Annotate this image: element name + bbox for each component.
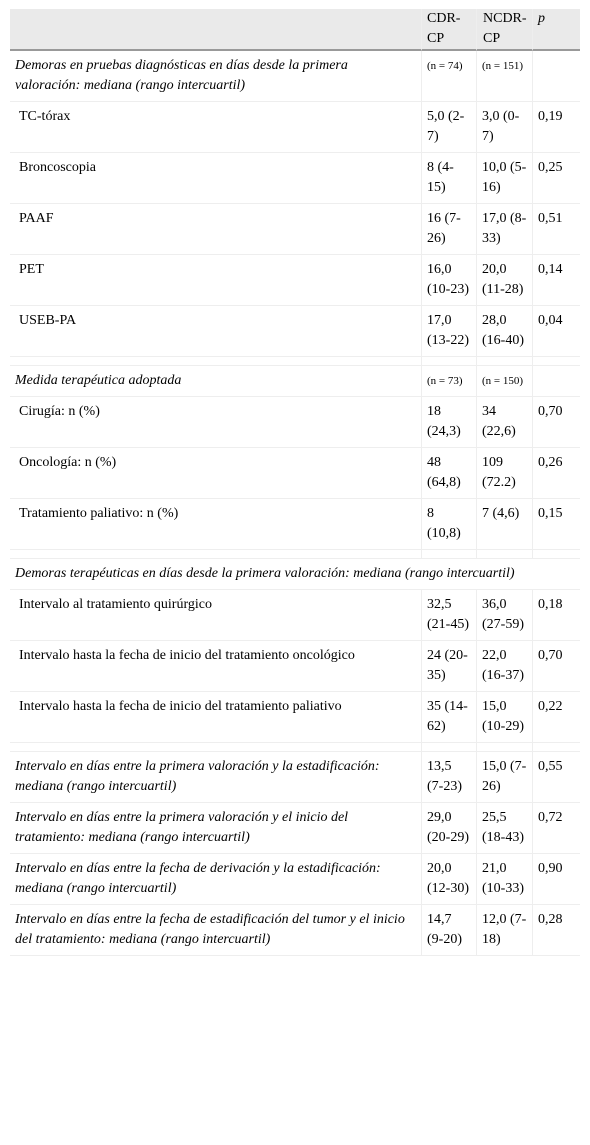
row-p: 0,70 [532, 641, 580, 692]
section-title: Demoras terapéuticas en días desde la primera valoración: mediana (rango intercuartil) [10, 559, 580, 590]
row-cdr: 48 (64,8) [421, 448, 476, 499]
section-p-empty [532, 51, 580, 102]
header-ncdr-cp: NCDR-CP [476, 9, 532, 51]
table-row [10, 590, 580, 641]
interval-cdr: 29,0 (20-29) [421, 803, 476, 854]
interval-cdr: 13,5 (7-23) [421, 752, 476, 803]
section-title: Demoras en pruebas diagnósticas en días desde la primera valoración: mediana (rango intercuartil) [10, 51, 421, 102]
comparison-table [10, 9, 580, 956]
section-n-ncdr: (n = 150) [476, 366, 532, 397]
interval-p: 0,90 [532, 854, 580, 905]
row-p: 0,18 [532, 590, 580, 641]
row-p: 0,70 [532, 397, 580, 448]
interval-ncdr: 21,0 (10-33) [476, 854, 532, 905]
row-ncdr: 7 (4,6) [476, 499, 532, 550]
row-p: 0,51 [532, 204, 580, 255]
interval-cdr: 14,7 (9-20) [421, 905, 476, 956]
section-n-cdr: (n = 73) [421, 366, 476, 397]
row-cdr: 16 (7-26) [421, 204, 476, 255]
row-ncdr: 20,0 (11-28) [476, 255, 532, 306]
row-p: 0,14 [532, 255, 580, 306]
section-title: Medida terapéutica adoptada [10, 366, 421, 397]
row-p: 0,15 [532, 499, 580, 550]
row-cdr: 5,0 (2-7) [421, 102, 476, 153]
row-ncdr: 22,0 (16-37) [476, 641, 532, 692]
row-p: 0,22 [532, 692, 580, 743]
section-p-empty [532, 366, 580, 397]
table-row [10, 397, 580, 448]
table-row [10, 204, 580, 255]
row-ncdr: 34 (22,6) [476, 397, 532, 448]
header-empty [10, 9, 421, 51]
table-row [10, 692, 580, 743]
row-p: 0,25 [532, 153, 580, 204]
header-p: p [532, 9, 580, 51]
row-label: TC-tórax [10, 102, 421, 153]
row-label: Broncoscopia [10, 153, 421, 204]
spacer-row [10, 743, 580, 752]
row-cdr: 24 (20-35) [421, 641, 476, 692]
row-label: Tratamiento paliativo: n (%) [10, 499, 421, 550]
section-row [10, 559, 580, 590]
table-row [10, 102, 580, 153]
interval-ncdr: 25,5 (18-43) [476, 803, 532, 854]
header-row [10, 9, 580, 51]
table-row [10, 905, 580, 956]
row-ncdr: 109 (72.2) [476, 448, 532, 499]
row-p: 0,19 [532, 102, 580, 153]
row-label: Intervalo hasta la fecha de inicio del tratamiento oncológico [10, 641, 421, 692]
row-label: Intervalo hasta la fecha de inicio del tratamiento paliativo [10, 692, 421, 743]
interval-label: Intervalo en días entre la fecha de derivación y la estadificación: mediana (rango intercuartil) [10, 854, 421, 905]
interval-ncdr: 15,0 (7-26) [476, 752, 532, 803]
section-row [10, 51, 580, 102]
interval-label: Intervalo en días entre la primera valoración y el inicio del tratamiento: mediana (rango intercuartil) [10, 803, 421, 854]
row-ncdr: 10,0 (5-16) [476, 153, 532, 204]
table-row [10, 641, 580, 692]
spacer-row [10, 550, 580, 559]
row-label: PET [10, 255, 421, 306]
row-cdr: 32,5 (21-45) [421, 590, 476, 641]
row-ncdr: 15,0 (10-29) [476, 692, 532, 743]
table-row [10, 306, 580, 357]
table-row [10, 153, 580, 204]
row-cdr: 8 (4-15) [421, 153, 476, 204]
interval-p: 0,28 [532, 905, 580, 956]
section-n-ncdr: (n = 151) [476, 51, 532, 102]
table-row [10, 803, 580, 854]
spacer-row [10, 357, 580, 366]
section-n-cdr: (n = 74) [421, 51, 476, 102]
interval-label: Intervalo en días entre la fecha de estadificación del tumor y el inicio del tratamiento: mediana (rango intercuartil) [10, 905, 421, 956]
interval-p: 0,72 [532, 803, 580, 854]
table-row [10, 499, 580, 550]
row-cdr: 18 (24,3) [421, 397, 476, 448]
header-cdr-cp: CDR-CP [421, 9, 476, 51]
row-label: Oncología: n (%) [10, 448, 421, 499]
row-p: 0,04 [532, 306, 580, 357]
interval-p: 0,55 [532, 752, 580, 803]
interval-cdr: 20,0 (12-30) [421, 854, 476, 905]
row-label: Intervalo al tratamiento quirúrgico [10, 590, 421, 641]
table-row [10, 448, 580, 499]
section-row [10, 366, 580, 397]
row-cdr: 35 (14-62) [421, 692, 476, 743]
row-cdr: 8 (10,8) [421, 499, 476, 550]
table-row [10, 752, 580, 803]
row-ncdr: 3,0 (0-7) [476, 102, 532, 153]
row-label: PAAF [10, 204, 421, 255]
row-ncdr: 28,0 (16-40) [476, 306, 532, 357]
row-cdr: 17,0 (13-22) [421, 306, 476, 357]
row-p: 0,26 [532, 448, 580, 499]
table-row [10, 854, 580, 905]
table-row [10, 255, 580, 306]
row-label: Cirugía: n (%) [10, 397, 421, 448]
interval-ncdr: 12,0 (7-18) [476, 905, 532, 956]
interval-label: Intervalo en días entre la primera valoración y la estadificación: mediana (rango intercuartil) [10, 752, 421, 803]
row-ncdr: 36,0 (27-59) [476, 590, 532, 641]
row-label: USEB-PA [10, 306, 421, 357]
row-ncdr: 17,0 (8-33) [476, 204, 532, 255]
row-cdr: 16,0 (10-23) [421, 255, 476, 306]
